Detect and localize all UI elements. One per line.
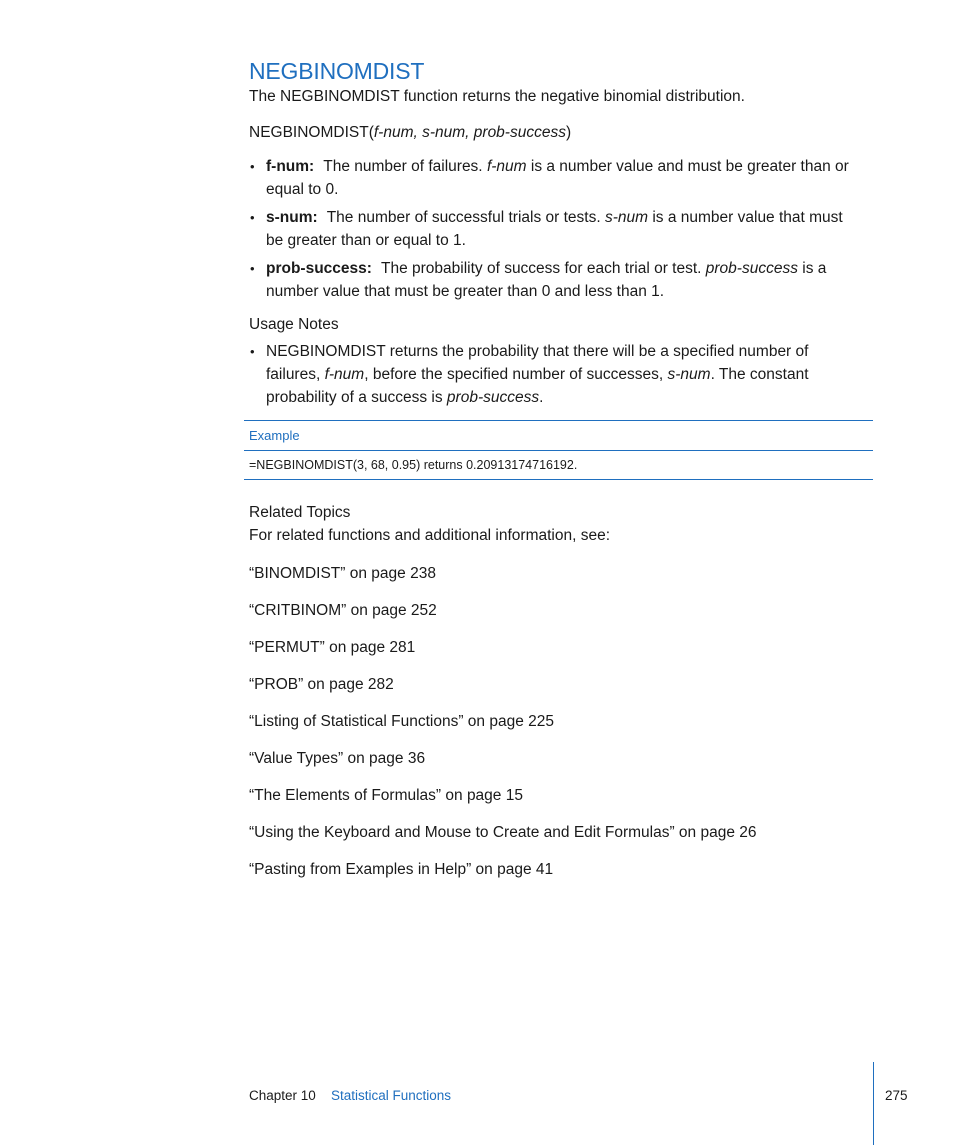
argument-list [249,155,864,308]
intro-text: The NEGBINOMDIST function returns the negative binomial distribution. [249,88,745,105]
note-italic: f-num [324,366,365,383]
argument-text-rest: is a number value that must be greater than 0 and less than 1. [266,260,827,300]
usage-notes-list [249,340,864,414]
example-header: Example [249,428,300,443]
related-link-value-types[interactable]: “Value Types” on page 36 [249,750,426,767]
related-link-pasting-examples[interactable]: “Pasting from Examples in Help” on page 41 [249,861,554,878]
argument-term: f-num: [266,158,315,175]
syntax-close-paren: ) [565,124,572,141]
footer-section-link[interactable]: Statistical Functions [331,1088,452,1103]
related-link-prob[interactable]: “PROB” on page 282 [249,676,394,693]
related-link-statistical-functions[interactable]: “Listing of Statistical Functions” on page 225 [249,713,555,730]
argument-italic: s-num [604,209,649,226]
page-title: NEGBINOMDIST [249,58,425,84]
related-link-binomdist[interactable]: “BINOMDIST” on page 238 [249,565,436,582]
related-topics-heading: Related Topics [249,504,351,521]
argument-text: The number of failures. [323,158,487,175]
example-bottom-rule [244,479,873,480]
argument-text: The number of successful trials or tests. [326,209,605,226]
note-text: , before the specified number of successes, [364,366,668,383]
usage-notes-heading: Usage Notes [249,316,339,333]
note-text: NEGBINOMDIST returns the probability that there will be a specified number of failures, [266,343,809,383]
usage-note-item [249,340,864,409]
example-box [244,420,873,480]
argument-term: s-num: [266,209,318,226]
related-link-permut[interactable]: “PERMUT” on page 281 [249,639,416,656]
argument-item-f-num [249,155,864,201]
syntax-function-name: NEGBINOMDIST [249,124,369,141]
note-italic: prob-success [446,389,540,406]
argument-term: prob-success: [266,260,372,277]
argument-item-prob-success [249,257,864,303]
note-text: . The constant probability of a success is [266,366,809,406]
note-text: . [539,389,544,406]
related-link-critbinom[interactable]: “CRITBINOM” on page 252 [249,602,437,619]
related-link-keyboard-mouse[interactable]: “Using the Keyboard and Mouse to Create and Edit Formulas” on page 26 [249,824,757,841]
footer-chapter: Chapter 10 [249,1088,316,1103]
footer-divider [873,1062,874,1145]
related-links-list [249,564,757,897]
related-link-elements-of-formulas[interactable]: “The Elements of Formulas” on page 15 [249,787,523,804]
argument-text: The probability of success for each trial or test. [380,260,706,277]
argument-italic: f-num [486,158,527,175]
related-intro: For related functions and additional information, see: [249,527,611,544]
syntax-open-paren: ( [368,124,374,141]
note-italic: s-num [667,366,711,383]
page-number: 275 [885,1088,908,1103]
function-syntax [249,124,571,142]
argument-text-rest: is a number value and must be greater than or equal to 0. [266,158,849,198]
argument-item-s-num [249,206,864,252]
example-body: =NEGBINOMDIST(3, 68, 0.95) returns 0.20913174716192. [249,458,578,472]
argument-text-rest: is a number value that must be greater than or equal to 1. [266,209,843,249]
argument-italic: prob-success [705,260,798,277]
syntax-arguments: f-num, s-num, prob-success [373,124,566,141]
